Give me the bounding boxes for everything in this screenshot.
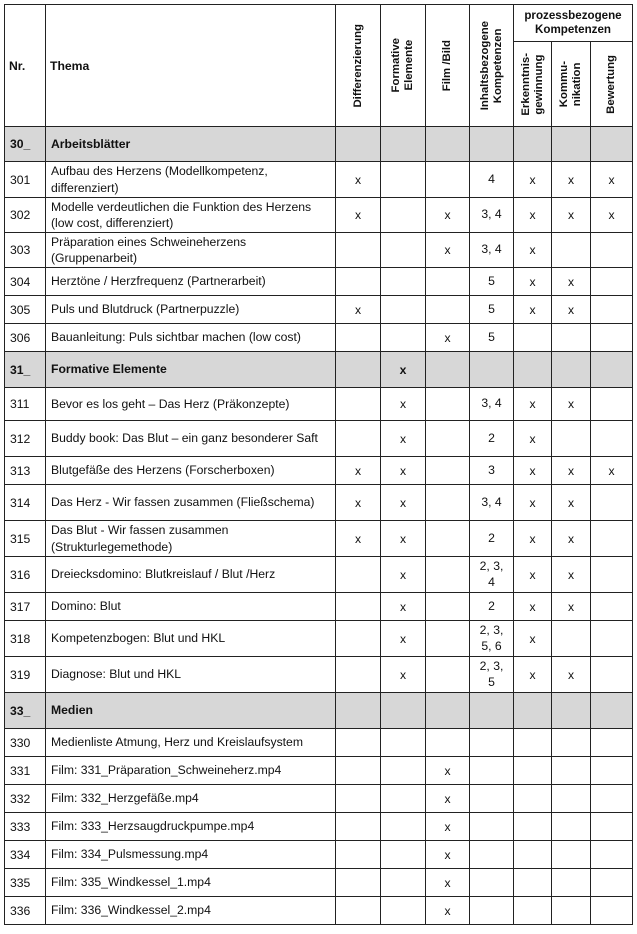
cell-film: x: [426, 785, 470, 813]
cell-inhalt: [470, 813, 514, 841]
cell-inhalt: 4: [470, 162, 514, 198]
cell-formative: [381, 296, 426, 324]
cell-bewertung: [591, 593, 633, 621]
cell-formative: [381, 693, 426, 729]
header-kommunikation-label: Kommu- nikation: [558, 60, 583, 108]
cell-kommunikation: [552, 127, 591, 162]
cell-erkenntnis: x: [514, 268, 552, 296]
cell-film: [426, 593, 470, 621]
cell-bewertung: [591, 657, 633, 693]
cell-erkenntnis: x: [514, 521, 552, 557]
cell-inhalt: 2, 3, 5, 6: [470, 621, 514, 657]
table-row: [5, 388, 633, 421]
cell-inhalt: 2: [470, 593, 514, 621]
cell-nr: 313: [5, 457, 46, 485]
cell-differenzierung: [336, 352, 381, 388]
cell-kommunikation: x: [552, 557, 591, 593]
cell-formative: x: [381, 485, 426, 521]
cell-inhalt: [470, 729, 514, 757]
table-row: [5, 268, 633, 296]
cell-differenzierung: x: [336, 296, 381, 324]
cell-kommunikation: [552, 785, 591, 813]
cell-inhalt: [470, 693, 514, 729]
cell-thema: Film: 336_Windkessel_2.mp4: [46, 897, 336, 925]
cell-erkenntnis: x: [514, 621, 552, 657]
cell-formative: [381, 897, 426, 925]
cell-differenzierung: x: [336, 457, 381, 485]
cell-film: x: [426, 813, 470, 841]
cell-erkenntnis: [514, 757, 552, 785]
cell-kommunikation: [552, 729, 591, 757]
cell-inhalt: 2, 3, 5: [470, 657, 514, 693]
cell-inhalt: 2: [470, 421, 514, 457]
cell-nr: 334: [5, 841, 46, 869]
cell-nr: 311: [5, 388, 46, 421]
header-film: [426, 5, 470, 127]
cell-film: [426, 621, 470, 657]
cell-differenzierung: [336, 621, 381, 657]
table-row: [5, 593, 633, 621]
cell-thema: Kompetenzbogen: Blut und HKL: [46, 621, 336, 657]
cell-nr: 316: [5, 557, 46, 593]
cell-bewertung: [591, 785, 633, 813]
cell-kommunikation: [552, 897, 591, 925]
cell-kommunikation: x: [552, 162, 591, 198]
cell-formative: [381, 162, 426, 198]
cell-bewertung: [591, 233, 633, 268]
cell-erkenntnis: x: [514, 457, 552, 485]
cell-formative: [381, 841, 426, 869]
cell-thema: Buddy book: Das Blut – ein ganz besonderer Saft: [46, 421, 336, 457]
cell-thema: Aufbau des Herzens (Modellkompetenz, differenziert): [46, 162, 336, 198]
cell-nr: 315: [5, 521, 46, 557]
cell-bewertung: [591, 127, 633, 162]
cell-kommunikation: x: [552, 457, 591, 485]
cell-thema: Das Herz - Wir fassen zusammen (Fließschema): [46, 485, 336, 521]
cell-thema: Film: 334_Pulsmessung.mp4: [46, 841, 336, 869]
cell-bewertung: [591, 324, 633, 352]
cell-erkenntnis: [514, 729, 552, 757]
cell-nr: 335: [5, 869, 46, 897]
cell-nr: 302: [5, 198, 46, 233]
cell-inhalt: [470, 869, 514, 897]
table-row: [5, 521, 633, 557]
cell-formative: x: [381, 388, 426, 421]
cell-formative: x: [381, 352, 426, 388]
cell-differenzierung: [336, 657, 381, 693]
cell-kommunikation: [552, 621, 591, 657]
table-row: [5, 485, 633, 521]
cell-kommunikation: [552, 693, 591, 729]
table-row: [5, 198, 633, 233]
cell-kommunikation: [552, 813, 591, 841]
cell-differenzierung: x: [336, 198, 381, 233]
cell-formative: [381, 233, 426, 268]
cell-nr: 30_: [5, 127, 46, 162]
cell-differenzierung: [336, 869, 381, 897]
cell-formative: [381, 268, 426, 296]
cell-inhalt: 5: [470, 296, 514, 324]
cell-bewertung: [591, 521, 633, 557]
cell-differenzierung: x: [336, 485, 381, 521]
cell-erkenntnis: x: [514, 198, 552, 233]
cell-erkenntnis: [514, 352, 552, 388]
header-kommunikation: [552, 42, 591, 127]
cell-differenzierung: [336, 557, 381, 593]
cell-inhalt: 3: [470, 457, 514, 485]
cell-kommunikation: [552, 352, 591, 388]
cell-differenzierung: [336, 127, 381, 162]
cell-differenzierung: [336, 324, 381, 352]
cell-differenzierung: [336, 757, 381, 785]
cell-erkenntnis: [514, 813, 552, 841]
cell-kommunikation: x: [552, 593, 591, 621]
header-thema: Thema: [46, 5, 336, 127]
cell-formative: x: [381, 421, 426, 457]
cell-nr: 318: [5, 621, 46, 657]
cell-inhalt: 3, 4: [470, 388, 514, 421]
cell-bewertung: [591, 388, 633, 421]
cell-erkenntnis: [514, 324, 552, 352]
cell-kommunikation: x: [552, 268, 591, 296]
cell-nr: 314: [5, 485, 46, 521]
header-formative: [381, 5, 426, 127]
cell-erkenntnis: x: [514, 388, 552, 421]
cell-kommunikation: [552, 869, 591, 897]
overview-table: [4, 4, 633, 925]
table-row: [5, 621, 633, 657]
cell-bewertung: [591, 841, 633, 869]
cell-nr: 319: [5, 657, 46, 693]
table-row: [5, 785, 633, 813]
cell-bewertung: [591, 485, 633, 521]
cell-kommunikation: x: [552, 198, 591, 233]
header-erkenntnis: [514, 42, 552, 127]
cell-thema: Medien: [46, 693, 336, 729]
cell-thema: Film: 332_Herzgefäße.mp4: [46, 785, 336, 813]
cell-film: [426, 296, 470, 324]
cell-erkenntnis: [514, 127, 552, 162]
cell-formative: x: [381, 593, 426, 621]
cell-erkenntnis: x: [514, 593, 552, 621]
table-row: [5, 557, 633, 593]
cell-film: [426, 693, 470, 729]
cell-erkenntnis: x: [514, 557, 552, 593]
cell-bewertung: [591, 693, 633, 729]
cell-bewertung: [591, 869, 633, 897]
table-row: [5, 324, 633, 352]
cell-thema: Präparation eines Schweineherzens (Gruppenarbeit): [46, 233, 336, 268]
table-row: [5, 841, 633, 869]
cell-formative: [381, 869, 426, 897]
cell-kommunikation: x: [552, 485, 591, 521]
cell-thema: Formative Elemente: [46, 352, 336, 388]
cell-nr: 330: [5, 729, 46, 757]
cell-bewertung: x: [591, 457, 633, 485]
table-row: [5, 457, 633, 485]
table-row: [5, 162, 633, 198]
section-row: [5, 127, 633, 162]
header-nr: Nr.: [5, 5, 46, 127]
cell-thema: Herztöne / Herzfrequenz (Partnerarbeit): [46, 268, 336, 296]
cell-bewertung: [591, 729, 633, 757]
table-row: [5, 233, 633, 268]
cell-thema: Bauanleitung: Puls sichtbar machen (low cost): [46, 324, 336, 352]
cell-kommunikation: x: [552, 521, 591, 557]
cell-thema: Dreiecksdomino: Blutkreislauf / Blut /Herz: [46, 557, 336, 593]
table-header: [5, 5, 633, 127]
cell-thema: Domino: Blut: [46, 593, 336, 621]
cell-erkenntnis: x: [514, 296, 552, 324]
cell-film: [426, 268, 470, 296]
cell-bewertung: [591, 897, 633, 925]
cell-formative: [381, 324, 426, 352]
cell-erkenntnis: x: [514, 485, 552, 521]
cell-differenzierung: [336, 388, 381, 421]
cell-thema: Arbeitsblätter: [46, 127, 336, 162]
cell-inhalt: 3, 4: [470, 198, 514, 233]
header-inhalt-label: Inhaltsbezogene Kompetenzen: [478, 20, 504, 111]
cell-inhalt: [470, 841, 514, 869]
cell-film: [426, 557, 470, 593]
cell-nr: 336: [5, 897, 46, 925]
table-row: [5, 729, 633, 757]
cell-formative: x: [381, 557, 426, 593]
cell-formative: [381, 127, 426, 162]
cell-differenzierung: [336, 233, 381, 268]
cell-kommunikation: [552, 233, 591, 268]
cell-differenzierung: [336, 785, 381, 813]
cell-film: [426, 162, 470, 198]
cell-nr: 317: [5, 593, 46, 621]
cell-bewertung: [591, 268, 633, 296]
cell-kommunikation: [552, 841, 591, 869]
cell-film: [426, 657, 470, 693]
cell-differenzierung: x: [336, 521, 381, 557]
header-bewertung: [591, 42, 633, 127]
cell-differenzierung: [336, 268, 381, 296]
cell-thema: Modelle verdeutlichen die Funktion des Herzens (low cost, differenziert): [46, 198, 336, 233]
table-row: [5, 421, 633, 457]
table-body: [5, 127, 633, 925]
cell-erkenntnis: [514, 785, 552, 813]
cell-formative: x: [381, 521, 426, 557]
cell-differenzierung: [336, 421, 381, 457]
cell-formative: [381, 729, 426, 757]
cell-inhalt: 3, 4: [470, 233, 514, 268]
table-row: [5, 813, 633, 841]
cell-nr: 333: [5, 813, 46, 841]
cell-nr: 33_: [5, 693, 46, 729]
cell-thema: Blutgefäße des Herzens (Forscherboxen): [46, 457, 336, 485]
cell-erkenntnis: x: [514, 162, 552, 198]
cell-formative: [381, 198, 426, 233]
cell-thema: Medienliste Atmung, Herz und Kreislaufsystem: [46, 729, 336, 757]
cell-film: [426, 729, 470, 757]
cell-thema: Puls und Blutdruck (Partnerpuzzle): [46, 296, 336, 324]
cell-formative: x: [381, 621, 426, 657]
cell-nr: 312: [5, 421, 46, 457]
header-differenzierung-label: Differenzierung: [351, 23, 364, 108]
cell-inhalt: 3, 4: [470, 485, 514, 521]
cell-kommunikation: [552, 757, 591, 785]
cell-thema: Film: 331_Präparation_Schweineherz.mp4: [46, 757, 336, 785]
cell-film: x: [426, 897, 470, 925]
cell-nr: 31_: [5, 352, 46, 388]
cell-film: [426, 457, 470, 485]
header-erkenntnis-label: Erkenntnis- gewinnung: [519, 52, 545, 116]
cell-inhalt: [470, 352, 514, 388]
cell-film: x: [426, 198, 470, 233]
cell-bewertung: x: [591, 162, 633, 198]
cell-differenzierung: [336, 841, 381, 869]
cell-kommunikation: x: [552, 388, 591, 421]
cell-bewertung: [591, 813, 633, 841]
header-film-label: Film /Bild: [441, 39, 454, 92]
cell-film: x: [426, 757, 470, 785]
cell-nr: 301: [5, 162, 46, 198]
cell-nr: 304: [5, 268, 46, 296]
cell-formative: [381, 757, 426, 785]
cell-nr: 305: [5, 296, 46, 324]
header-formative-label: Formative Elemente: [390, 38, 415, 93]
cell-formative: x: [381, 657, 426, 693]
cell-film: [426, 521, 470, 557]
cell-nr: 303: [5, 233, 46, 268]
cell-bewertung: x: [591, 198, 633, 233]
cell-formative: [381, 813, 426, 841]
cell-nr: 306: [5, 324, 46, 352]
cell-film: x: [426, 841, 470, 869]
cell-erkenntnis: [514, 841, 552, 869]
cell-film: [426, 388, 470, 421]
cell-bewertung: [591, 557, 633, 593]
cell-thema: Bevor es los geht – Das Herz (Präkonzepte): [46, 388, 336, 421]
cell-film: [426, 127, 470, 162]
cell-bewertung: [591, 757, 633, 785]
cell-kommunikation: [552, 324, 591, 352]
cell-film: x: [426, 869, 470, 897]
header-prozess-group: prozessbezogene Kompetenzen: [514, 5, 633, 42]
cell-kommunikation: x: [552, 657, 591, 693]
cell-film: [426, 485, 470, 521]
cell-film: [426, 352, 470, 388]
cell-formative: [381, 785, 426, 813]
cell-bewertung: [591, 352, 633, 388]
cell-inhalt: [470, 785, 514, 813]
cell-differenzierung: [336, 897, 381, 925]
cell-thema: Diagnose: Blut und HKL: [46, 657, 336, 693]
cell-differenzierung: [336, 693, 381, 729]
cell-thema: Film: 335_Windkessel_1.mp4: [46, 869, 336, 897]
cell-bewertung: [591, 421, 633, 457]
cell-formative: x: [381, 457, 426, 485]
cell-nr: 331: [5, 757, 46, 785]
cell-film: x: [426, 324, 470, 352]
cell-inhalt: [470, 757, 514, 785]
cell-erkenntnis: x: [514, 421, 552, 457]
table-row: [5, 757, 633, 785]
cell-inhalt: 2: [470, 521, 514, 557]
cell-erkenntnis: x: [514, 657, 552, 693]
table-row: [5, 897, 633, 925]
cell-thema: Das Blut - Wir fassen zusammen (Strukturlegemethode): [46, 521, 336, 557]
cell-kommunikation: x: [552, 296, 591, 324]
header-bewertung-label: Bewertung: [605, 54, 618, 114]
cell-film: [426, 421, 470, 457]
cell-bewertung: [591, 621, 633, 657]
section-row: [5, 352, 633, 388]
cell-kommunikation: [552, 421, 591, 457]
table-row: [5, 869, 633, 897]
header-inhalt: [470, 5, 514, 127]
cell-differenzierung: [336, 593, 381, 621]
cell-thema: Film: 333_Herzsaugdruckpumpe.mp4: [46, 813, 336, 841]
cell-nr: 332: [5, 785, 46, 813]
section-row: [5, 693, 633, 729]
cell-inhalt: [470, 897, 514, 925]
header-differenzierung: [336, 5, 381, 127]
cell-inhalt: 5: [470, 268, 514, 296]
cell-erkenntnis: x: [514, 233, 552, 268]
cell-inhalt: 2, 3, 4: [470, 557, 514, 593]
cell-bewertung: [591, 296, 633, 324]
cell-erkenntnis: [514, 897, 552, 925]
cell-differenzierung: [336, 813, 381, 841]
cell-film: x: [426, 233, 470, 268]
table-row: [5, 296, 633, 324]
cell-differenzierung: x: [336, 162, 381, 198]
cell-inhalt: [470, 127, 514, 162]
table-row: [5, 657, 633, 693]
cell-differenzierung: [336, 729, 381, 757]
cell-inhalt: 5: [470, 324, 514, 352]
cell-erkenntnis: [514, 869, 552, 897]
cell-erkenntnis: [514, 693, 552, 729]
